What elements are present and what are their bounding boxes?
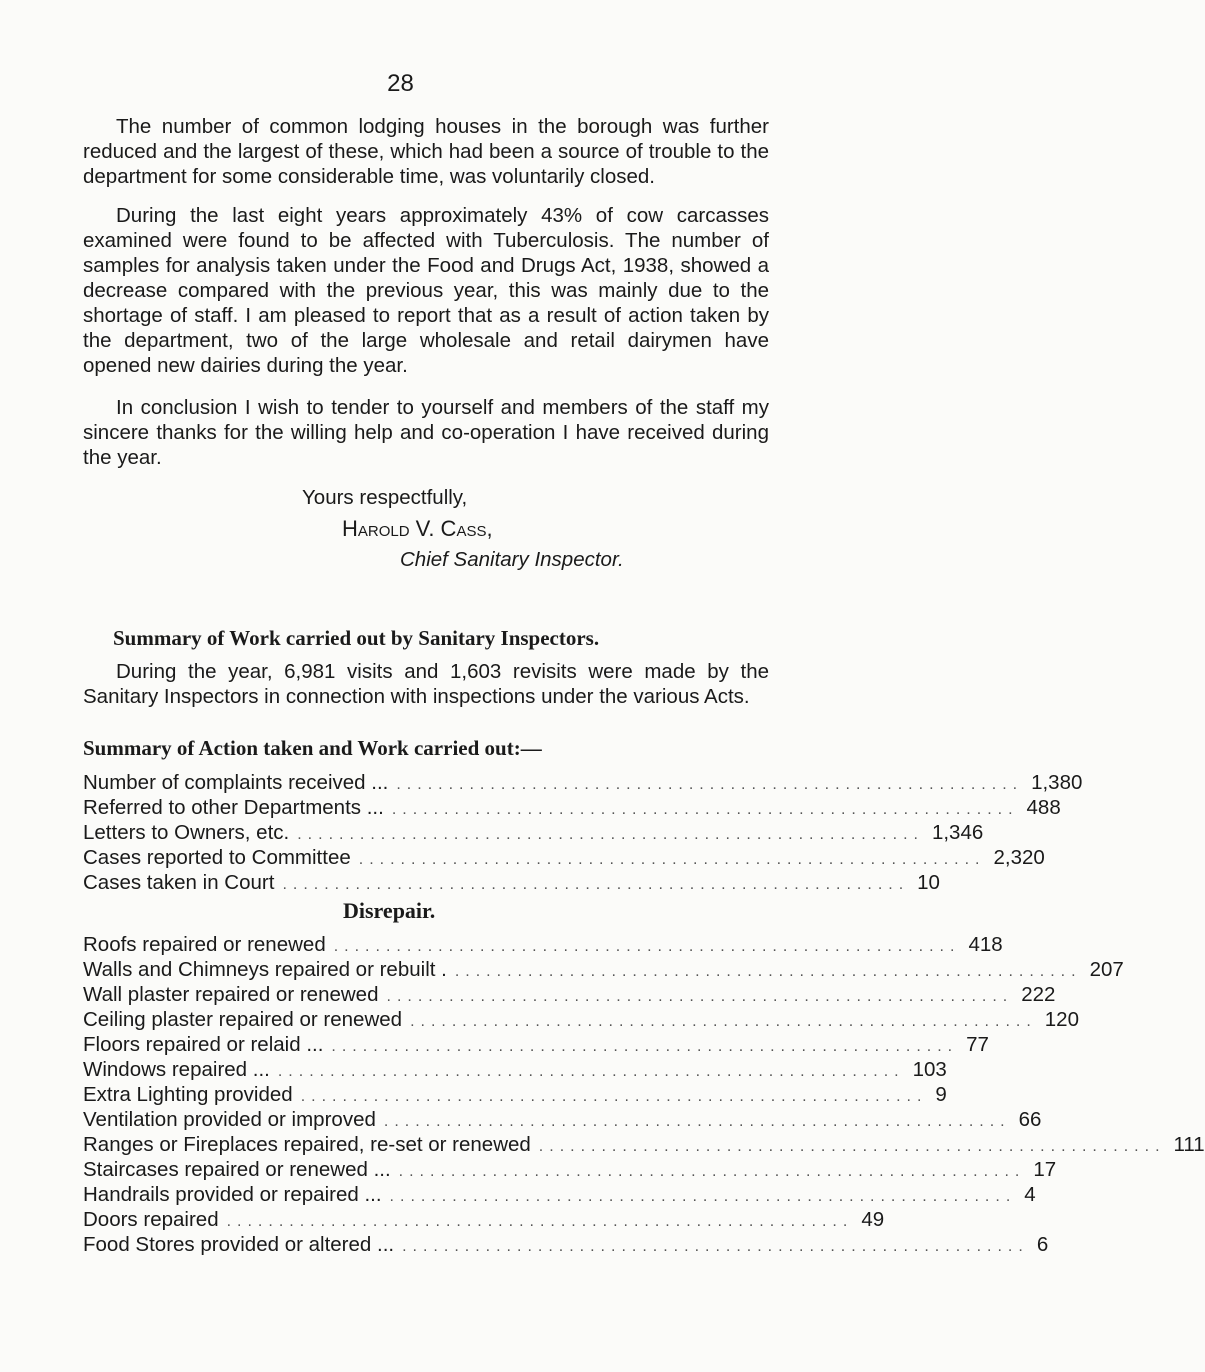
action-row-label: Referred to other Departments ... — [83, 796, 384, 819]
leader-dots: ............................................................ — [410, 1013, 1037, 1030]
leader-dots: ............................................................ — [538, 1138, 1166, 1155]
paragraph-tuberculosis: During the last eight years approximately 43% of cow carcasses examined were found to be affected with Tuberculosis. The number of samples for analysis taken under the Food and Drugs Act, 1938, showed a decrease compared with the previous year, this was mainly due to the shortage of staff. I am pleased to report that as a result of action taken by the department, two of the large wholesale and retail dairymen have opened new dairies during the year. — [83, 204, 769, 377]
leader-dots: ............................................................ — [282, 876, 910, 893]
disrepair-row-value: 103 — [912, 1058, 947, 1081]
disrepair-row — [83, 1232, 1049, 1257]
signature-title: Chief Sanitary Inspector. — [400, 548, 624, 571]
leader-dots: ............................................................ — [300, 1088, 928, 1105]
leader-dots: ............................................................ — [331, 1038, 959, 1055]
disrepair-row-value: 4 — [1024, 1183, 1036, 1206]
disrepair-row-value: 49 — [861, 1208, 885, 1231]
disrepair-row — [83, 932, 1003, 957]
disrepair-row-value: 418 — [968, 933, 1003, 956]
action-row-value: 2,320 — [993, 846, 1045, 869]
leader-dots: ............................................................ — [277, 1063, 905, 1080]
disrepair-row-label: Ranges or Fireplaces repaired, re-set or renewed — [83, 1133, 531, 1156]
disrepair-row-label: Extra Lighting provided — [83, 1083, 293, 1106]
action-summary-heading: Summary of Action taken and Work carried out:— — [83, 736, 542, 760]
leader-dots: ............................................................ — [389, 1188, 1017, 1205]
leader-dots: ............................................................ — [391, 801, 1019, 818]
disrepair-row-value: 9 — [935, 1083, 947, 1106]
disrepair-row-value: 66 — [1018, 1108, 1042, 1131]
leader-dots: ............................................................ — [297, 826, 924, 843]
disrepair-row-value: 6 — [1036, 1233, 1049, 1256]
disrepair-heading: Disrepair. — [343, 898, 436, 923]
disrepair-row — [83, 982, 1056, 1007]
action-row-value: 488 — [1026, 796, 1061, 819]
paragraph-conclusion: In conclusion I wish to tender to yourself and members of the staff my sincere thanks for the willing help and co-operation I have received during the year. — [83, 396, 769, 469]
disrepair-row — [83, 1132, 1205, 1157]
disrepair-row-value: 111 — [1173, 1133, 1205, 1156]
work-summary-heading: Summary of Work carried out by Sanitary Inspectors. — [113, 626, 600, 650]
leader-dots: ............................................................ — [398, 1163, 1026, 1180]
disrepair-row-label: Wall plaster repaired or renewed — [83, 983, 379, 1006]
disrepair-row — [83, 1157, 1057, 1182]
disrepair-row-value: 17 — [1033, 1158, 1057, 1181]
disrepair-row-label: Food Stores provided or altered ... — [83, 1233, 395, 1256]
action-row-label: Cases taken in Court — [83, 871, 275, 894]
action-row-value: 10 — [917, 871, 940, 894]
disrepair-row-label: Windows repaired ... — [83, 1058, 270, 1081]
leader-dots: ............................................................ — [226, 1213, 854, 1230]
action-row-label: Cases reported to Committee — [83, 846, 351, 869]
disrepair-row — [83, 1182, 1036, 1207]
action-row — [83, 870, 940, 895]
disrepair-row-label: Roofs repaired or renewed — [83, 933, 326, 956]
work-summary-text: During the year, 6,981 visits and 1,603 revisits were made by the Sanitary Inspectors in connection with inspections under the various Acts. — [83, 660, 769, 708]
disrepair-row — [83, 1107, 1042, 1132]
disrepair-row-label: Staircases repaired or renewed ... — [83, 1158, 391, 1181]
leader-dots: ............................................................ — [358, 851, 986, 868]
action-row — [83, 795, 1061, 820]
signature-name: Harold V. Cass, — [342, 516, 493, 541]
disrepair-row — [83, 957, 1124, 982]
action-row-value: 1,380 — [1031, 771, 1083, 794]
disrepair-row-label: Floors repaired or relaid ... — [83, 1033, 324, 1056]
disrepair-row — [83, 1057, 947, 1082]
action-summary-list — [83, 770, 1083, 895]
disrepair-row-label: Ventilation provided or improved — [83, 1108, 376, 1131]
disrepair-row — [83, 1207, 885, 1232]
action-row — [83, 770, 1083, 795]
action-row — [83, 820, 984, 845]
disrepair-row — [83, 1007, 1079, 1032]
disrepair-row-label: Ceiling plaster repaired or renewed — [83, 1008, 403, 1031]
leader-dots: ............................................................ — [402, 1238, 1029, 1255]
disrepair-row-value: 207 — [1089, 958, 1124, 981]
action-row-label: Letters to Owners, etc. — [83, 821, 290, 844]
action-row-value: 1,346 — [931, 821, 984, 844]
leader-dots: ............................................................ — [383, 1113, 1011, 1130]
leader-dots: ............................................................ — [386, 988, 1014, 1005]
disrepair-list — [83, 932, 1205, 1257]
disrepair-row — [83, 1032, 989, 1057]
disrepair-row — [83, 1082, 947, 1107]
action-row-label: Number of complaints received ... — [83, 771, 389, 794]
paragraph-lodging-houses: The number of common lodging houses in the borough was further reduced and the largest of these, which had been a source of trouble to the department for some considerable time, was voluntarily closed. — [83, 115, 769, 188]
signature-closing: Yours respectfully, — [302, 486, 468, 509]
leader-dots: ............................................................ — [396, 776, 1024, 793]
leader-dots: ............................................................ — [454, 963, 1082, 980]
disrepair-row-value: 222 — [1021, 983, 1056, 1006]
disrepair-row-label: Walls and Chimneys repaired or rebuilt . — [83, 958, 447, 981]
page-number: 28 — [387, 70, 414, 97]
disrepair-row-label: Doors repaired — [83, 1208, 219, 1231]
leader-dots: ............................................................ — [333, 938, 961, 955]
disrepair-row-value: 120 — [1044, 1008, 1079, 1031]
action-row — [83, 845, 1045, 870]
disrepair-row-value: 77 — [966, 1033, 989, 1056]
disrepair-row-label: Handrails provided or repaired ... — [83, 1183, 382, 1206]
